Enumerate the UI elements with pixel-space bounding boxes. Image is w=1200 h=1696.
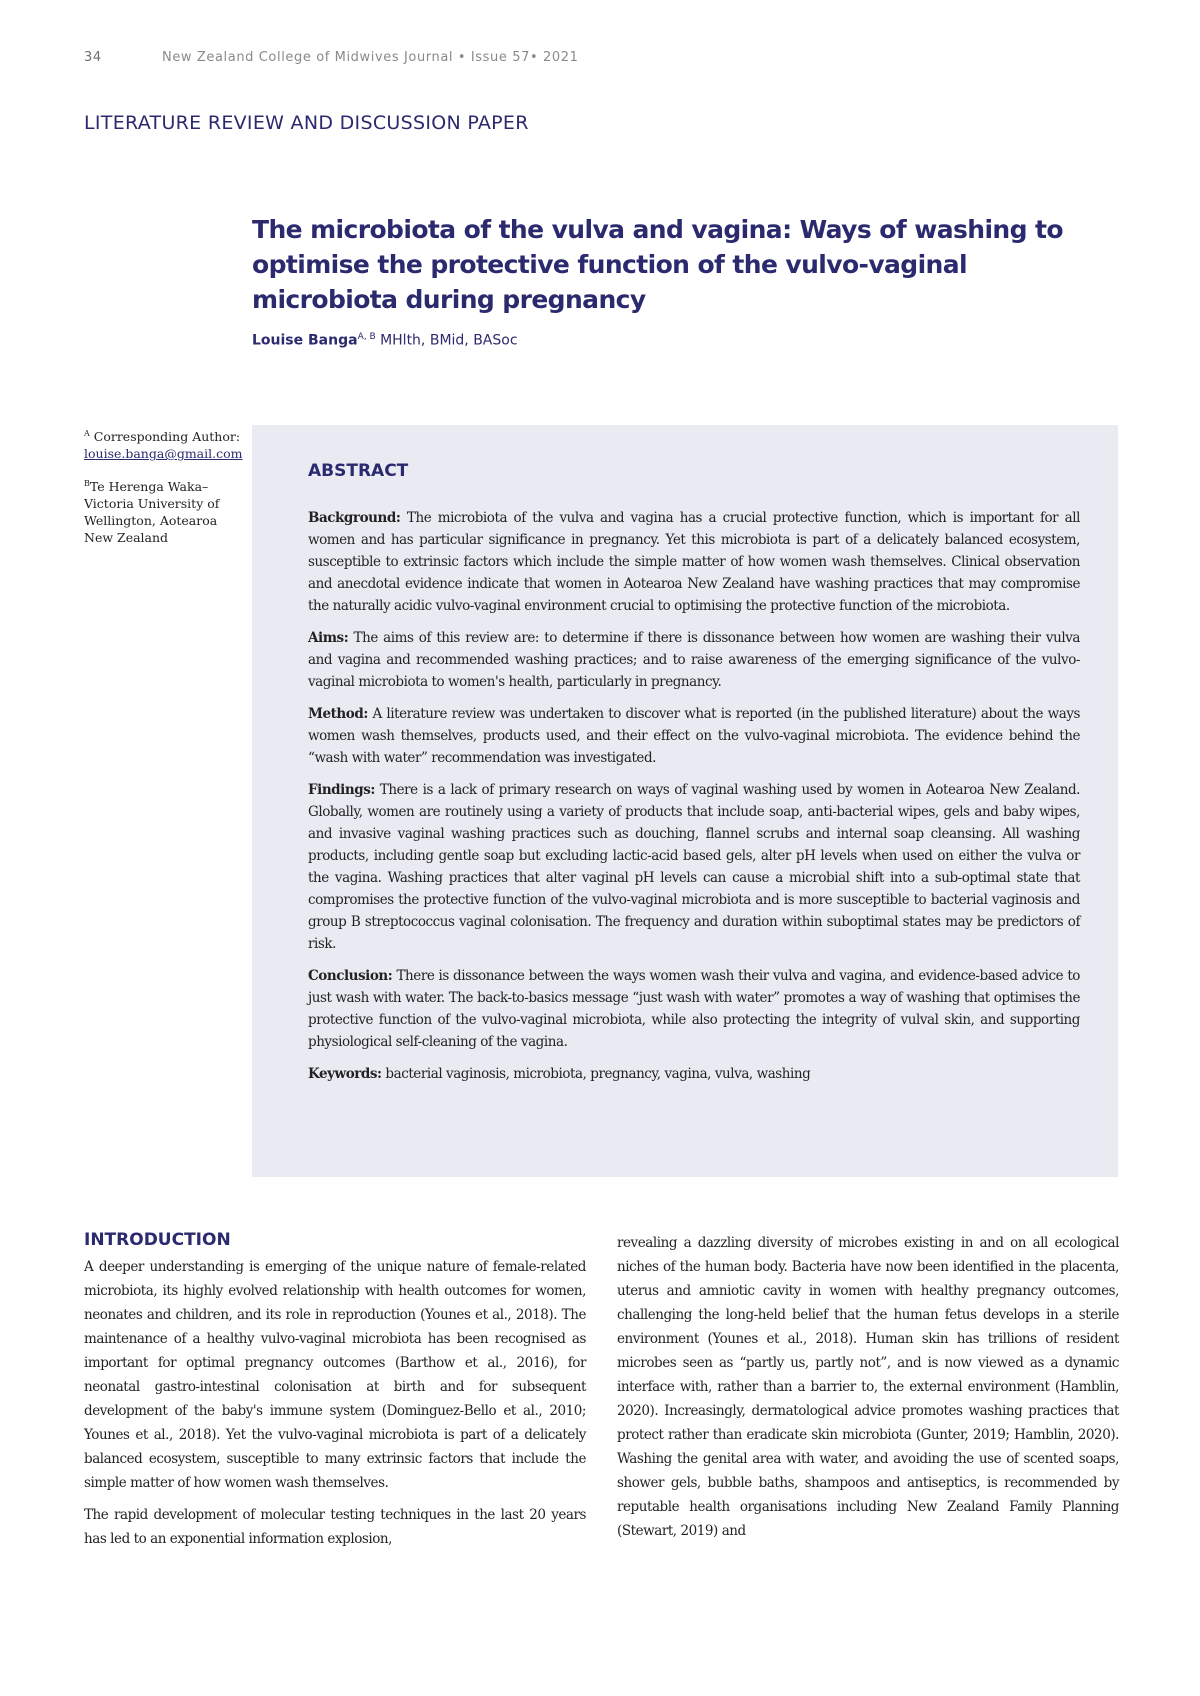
abstract-conclusion-text: There is dissonance between the ways women wash their vulva and vagina, and evidence-based advice to just wash with water. The back-to-basics message “just wash with water” promotes a way of washing that optimises the protective function of the vulvo-vaginal microbiota, while also protecting the integrity of vulval skin, and supporting physiological self-cleaning of the vagina.	[308, 968, 1080, 1050]
introduction-paragraph-3: revealing a dazzling diversity of microbes existing in and on all ecological niches of the human body. Bacteria have now been identified in the placenta, uterus and amniotic cavity in women with healthy pregnancy outcomes, challenging the long-held belief that the human fetus develops in a sterile environment (Younes et al., 2018). Human skin has trillions of resident microbes seen as “partly us, partly not”, and is now viewed as a dynamic interface with, rather than a barrier to, the external environment (Hamblin, 2020). Increasingly, dermatological advice promotes washing practices that protect rather than eradicate skin microbiota (Gunter, 2019; Hamblin, 2020). Washing the genital area with water, and avoiding the use of scented soaps, shower gels, bubble baths, shampoos and antiseptics, is recommended by reputable health organisations including New Zealand Family Planning (Stewart, 2019) and	[617, 1235, 1119, 1539]
author-credentials: MHlth, BMid, BASoc	[375, 332, 518, 349]
affiliations	[84, 425, 244, 559]
affiliation-b-text: Te Herenga Waka–Victoria University of Wellington, Aotearoa New Zealand	[84, 479, 220, 546]
author-name: Louise Banga	[252, 332, 358, 349]
affiliation-a-text: Corresponding Author:	[89, 429, 241, 445]
abstract-findings-label: Findings:	[308, 782, 375, 798]
abstract-background	[308, 507, 1080, 617]
article-type-label: LITERATURE REVIEW AND DISCUSSION PAPER	[84, 112, 529, 134]
author-affiliation-marks: A, B	[357, 332, 376, 342]
introduction-heading: INTRODUCTION	[84, 1230, 231, 1250]
abstract-method-label: Method:	[308, 706, 368, 722]
abstract-background-label: Background:	[308, 510, 401, 526]
page-number: 34	[84, 50, 102, 65]
abstract-keywords	[308, 1063, 1080, 1085]
journal-citation: New Zealand College of Midwives Journal • Issue 57• 2021	[162, 50, 579, 65]
abstract-keywords-text: bacterial vaginosis, microbiota, pregnancy, vagina, vulva, washing	[381, 1066, 811, 1082]
abstract-aims	[308, 627, 1080, 693]
running-header	[84, 50, 578, 65]
introduction-paragraph-1: A deeper understanding is emerging of the unique nature of female-related microbiota, its highly evolved relationship with health outcomes for women, neonates and children, and its role in reproduction (Younes et al., 2018). The maintenance of a healthy vulvo-vaginal microbiota has been recognised as important for optimal pregnancy outcomes (Barthow et al., 2016), for neonatal gastro-intestinal colonisation at birth and for subsequent development of the baby's immune system (Dominguez-Bello et al., 2010; Younes et al., 2018). Yet the vulvo-vaginal microbiota is part of a delicately balanced ecosystem, susceptible to many extrinsic factors that include the simple matter of how women wash themselves.	[84, 1259, 586, 1491]
body-column-left	[84, 1255, 586, 1559]
affiliation-a-mark: A	[84, 429, 90, 438]
abstract-conclusion-label: Conclusion:	[308, 968, 393, 984]
abstract-heading: ABSTRACT	[308, 461, 409, 481]
abstract-method	[308, 703, 1080, 769]
affiliation-a	[84, 425, 244, 462]
abstract-conclusion	[308, 965, 1080, 1053]
abstract-box	[252, 425, 1118, 1177]
author-email-link[interactable]: louise.banga@gmail.com	[84, 446, 243, 462]
abstract-keywords-label: Keywords:	[308, 1066, 382, 1082]
abstract-findings-text: There is a lack of primary research on ways of vaginal washing used by women in Aotearoa New Zealand. Globally, women are routinely using a variety of products that include soap, anti-bacterial wipes, gels and baby wipes, and invasive vaginal washing practices such as douching, flannel scrubs and internal soap cleansing. All washing products, including gentle soap but excluding lactic-acid based gels, alter pH levels when used on either the vulva or the vagina. Washing practices that alter vaginal pH levels can cause a microbial shift into a sub-optimal state that compromises the protective function of the vulvo-vaginal microbiota and is more susceptible to bacterial vaginosis and group B streptococcus vaginal colonisation. The frequency and duration within suboptimal states may be predictors of risk.	[308, 782, 1080, 952]
abstract-aims-label: Aims:	[308, 630, 349, 646]
affiliation-b-mark: B	[84, 479, 90, 489]
abstract-aims-text: The aims of this review are: to determine if there is dissonance between how women are washing their vulva and vagina and recommended washing practices; and to raise awareness of the emerging significance of the vulvo-vaginal microbiota to women's health, particularly in pregnancy.	[308, 630, 1080, 690]
affiliation-b	[84, 475, 244, 546]
abstract-findings	[308, 779, 1080, 955]
body-column-right	[617, 1231, 1119, 1551]
introduction-paragraph-2: The rapid development of molecular testing techniques in the last 20 years has led to an exponential information explosion,	[84, 1507, 586, 1547]
abstract-background-text: The microbiota of the vulva and vagina has a crucial protective function, which is important for all women and has particular significance in pregnancy. Yet this microbiota is part of a delicately balanced ecosystem, susceptible to extrinsic factors which include the simple matter of how women wash themselves. Clinical observation and anecdotal evidence indicate that women in Aotearoa New Zealand have washing practices that may compromise the naturally acidic vulvo-vaginal environment crucial to optimising the protective function of the microbiota.	[308, 510, 1080, 614]
abstract-method-text: A literature review was undertaken to discover what is reported (in the published literature) about the ways women wash themselves, products used, and their effect on the vulvo-vaginal microbiota. The evidence behind the “wash with water” recommendation was investigated.	[308, 706, 1080, 766]
article-title: The microbiota of the vulva and vagina: Ways of washing to optimise the protective function of the vulvo-vaginal microbiota during pregnancy	[252, 215, 1063, 314]
author-line	[252, 332, 518, 349]
